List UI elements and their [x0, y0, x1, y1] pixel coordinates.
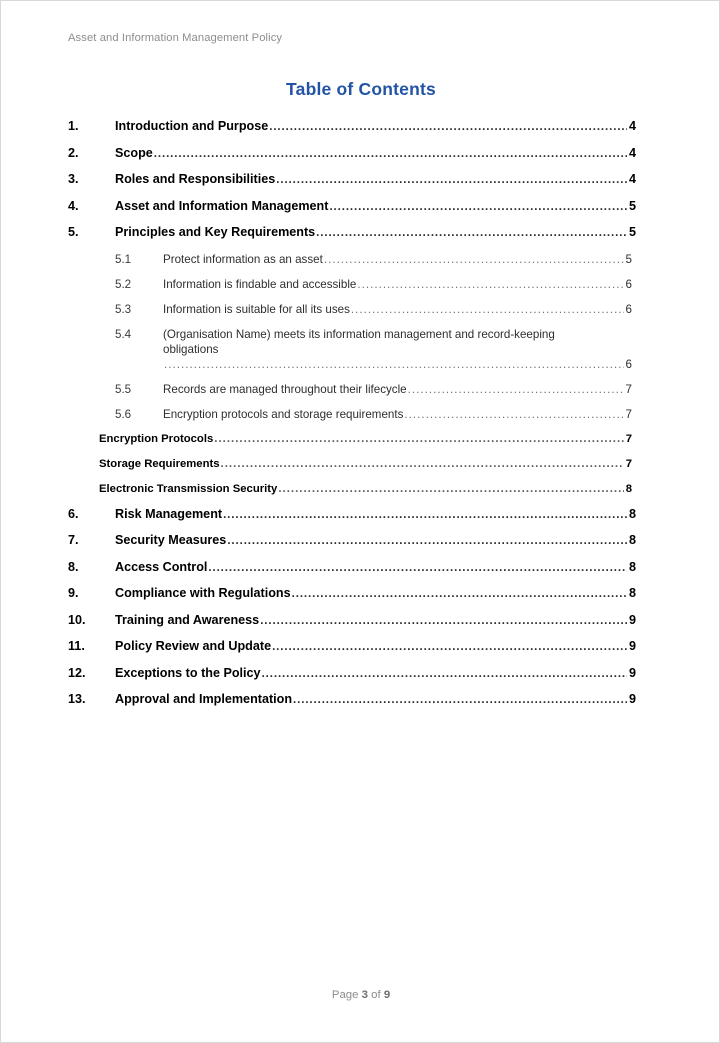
- toc-dot-leader: [221, 457, 624, 472]
- toc-entry-page: 7: [625, 382, 632, 396]
- footer-middle: of: [367, 989, 384, 1001]
- toc-entry-label: Roles and Responsibilities: [115, 172, 276, 186]
- toc-dot-leader: [351, 302, 624, 318]
- toc-entry-label: Compliance with Regulations: [115, 586, 291, 600]
- toc-entry[interactable]: [68, 586, 636, 602]
- toc-entry-number: 5.3: [115, 302, 132, 316]
- toc-entry[interactable]: [68, 482, 636, 497]
- footer-current-page: 3: [361, 989, 368, 1001]
- toc-entry[interactable]: [68, 407, 636, 423]
- toc-entry-page: 8: [625, 482, 632, 495]
- toc-dot-leader: [408, 382, 624, 398]
- toc-entry[interactable]: [68, 507, 636, 523]
- toc-entry[interactable]: [68, 432, 636, 447]
- toc-entry-page: 5: [628, 198, 636, 213]
- toc-entry[interactable]: [68, 327, 636, 373]
- table-of-contents: [68, 119, 636, 719]
- toc-entry-page: 4: [628, 172, 636, 186]
- toc-entry-page: 7: [625, 407, 632, 421]
- toc-dot-leader: [223, 507, 627, 523]
- toc-entry-page: 7: [625, 432, 632, 445]
- footer-prefix: Page: [331, 989, 362, 1001]
- toc-entry-page: 5: [628, 225, 636, 239]
- toc-entry-label: Policy Review and Update: [115, 639, 272, 653]
- toc-entry-page: 6: [625, 277, 632, 291]
- toc-entry[interactable]: [68, 457, 636, 472]
- toc-entry-number: 5.6: [115, 407, 132, 421]
- toc-entry[interactable]: [68, 639, 636, 655]
- toc-dot-leader: [227, 533, 627, 549]
- toc-entry-label: Access Control: [115, 559, 208, 574]
- toc-entry-label: Storage Requirements: [99, 457, 220, 470]
- footer-total-pages: 9: [383, 989, 391, 1001]
- toc-dot-leader: [357, 277, 624, 293]
- toc-entry[interactable]: [68, 560, 636, 576]
- toc-entry[interactable]: [68, 172, 636, 188]
- toc-entry-number: 5.: [68, 225, 79, 239]
- toc-dot-leader: [208, 560, 627, 576]
- toc-entry-label: Training and Awareness: [115, 612, 260, 627]
- toc-entry-label: Approval and Implementation: [115, 692, 293, 706]
- toc-entry-label: Encryption protocols and storage requirements: [163, 407, 404, 421]
- toc-entry-label: Scope: [115, 145, 153, 160]
- toc-entry-label: Information is suitable for all its uses: [163, 302, 350, 316]
- toc-entry[interactable]: [68, 382, 636, 398]
- toc-dot-leader: [293, 692, 627, 708]
- toc-dot-leader: [316, 225, 627, 241]
- toc-dot-leader: [164, 357, 624, 373]
- toc-dot-leader: [262, 666, 627, 682]
- toc-entry-number: 10.: [68, 612, 86, 627]
- toc-entry-page: 8: [628, 559, 636, 574]
- toc-entry[interactable]: [68, 692, 636, 708]
- toc-entry-number: 3.: [68, 172, 79, 186]
- toc-entry-page: 7: [625, 457, 632, 470]
- toc-entry[interactable]: [68, 613, 636, 629]
- running-header: Asset and Information Management Policy: [68, 32, 283, 44]
- toc-entry-number: 6.: [68, 506, 79, 521]
- toc-entry[interactable]: [68, 302, 636, 318]
- toc-entry[interactable]: [68, 199, 636, 215]
- toc-entry-number: 1.: [68, 119, 79, 133]
- toc-entry-page: 9: [628, 612, 636, 627]
- toc-entry-page: 5: [625, 252, 632, 266]
- toc-dot-leader: [278, 482, 624, 497]
- toc-entry-label: Asset and Information Management: [115, 198, 329, 213]
- toc-entry-label: Introduction and Purpose: [115, 119, 269, 133]
- toc-entry-number: 4.: [68, 198, 79, 213]
- toc-dot-leader: [260, 613, 627, 629]
- toc-entry-leader-line: [115, 357, 636, 373]
- toc-entry-label: Encryption Protocols: [99, 432, 214, 445]
- page-footer: [1, 989, 720, 1001]
- toc-entry-label: Protect information as an asset: [163, 252, 323, 266]
- toc-entry-label: Records are managed throughout their lifecycle: [163, 382, 407, 396]
- toc-dot-leader: [214, 432, 624, 447]
- toc-entry[interactable]: [68, 666, 636, 682]
- toc-dot-leader: [404, 407, 624, 423]
- toc-entry-page: 8: [628, 533, 636, 547]
- toc-entry-number: 8.: [68, 559, 79, 574]
- toc-dot-leader: [154, 146, 627, 162]
- toc-entry[interactable]: [68, 252, 636, 268]
- toc-entry-label: Principles and Key Requirements: [115, 225, 316, 239]
- toc-entry-number: 12.: [68, 665, 86, 680]
- toc-entry-label: (Organisation Name) meets its information management and record-keeping obligations: [163, 327, 555, 356]
- toc-dot-leader: [276, 172, 627, 188]
- toc-entry[interactable]: [68, 277, 636, 293]
- toc-entry-label: Risk Management: [115, 506, 223, 521]
- toc-entry-number: 2.: [68, 145, 79, 160]
- toc-entry-page: 9: [628, 639, 636, 653]
- toc-dot-leader: [324, 252, 624, 268]
- toc-entry-number: 9.: [68, 586, 79, 600]
- toc-entry-label: Electronic Transmission Security: [99, 482, 278, 495]
- toc-entry-number: 11.: [68, 639, 85, 653]
- toc-entry-number: 5.1: [115, 252, 132, 266]
- toc-entry-number: 13.: [68, 692, 86, 706]
- toc-entry-line: [115, 327, 636, 357]
- toc-entry-page: 8: [628, 506, 636, 521]
- toc-entry[interactable]: [68, 225, 636, 241]
- toc-entry-page: 8: [628, 586, 636, 600]
- toc-entry[interactable]: [68, 146, 636, 162]
- toc-entry-label: Security Measures: [115, 533, 227, 547]
- page-title: Table of Contents: [286, 79, 436, 99]
- toc-entry-number: 5.2: [115, 277, 132, 291]
- toc-entry-label: Exceptions to the Policy: [115, 665, 261, 680]
- toc-entry-page: 6: [625, 357, 632, 371]
- toc-dot-leader: [269, 119, 627, 135]
- toc-entry-label: Information is findable and accessible: [163, 277, 357, 291]
- toc-entry-number: 5.4: [115, 327, 132, 341]
- toc-entry-page: 4: [628, 145, 636, 160]
- toc-entry-page: 4: [628, 119, 636, 133]
- toc-dot-leader: [292, 586, 627, 602]
- toc-dot-leader: [272, 639, 627, 655]
- toc-entry-page: 6: [625, 302, 632, 316]
- toc-entry[interactable]: [68, 119, 636, 135]
- toc-entry-page: 9: [628, 692, 636, 706]
- toc-dot-leader: [329, 199, 627, 215]
- toc-entry-page: 9: [628, 665, 636, 680]
- toc-entry[interactable]: [68, 533, 636, 549]
- toc-entry-number: 7.: [68, 533, 79, 547]
- toc-entry-number: 5.5: [115, 382, 132, 396]
